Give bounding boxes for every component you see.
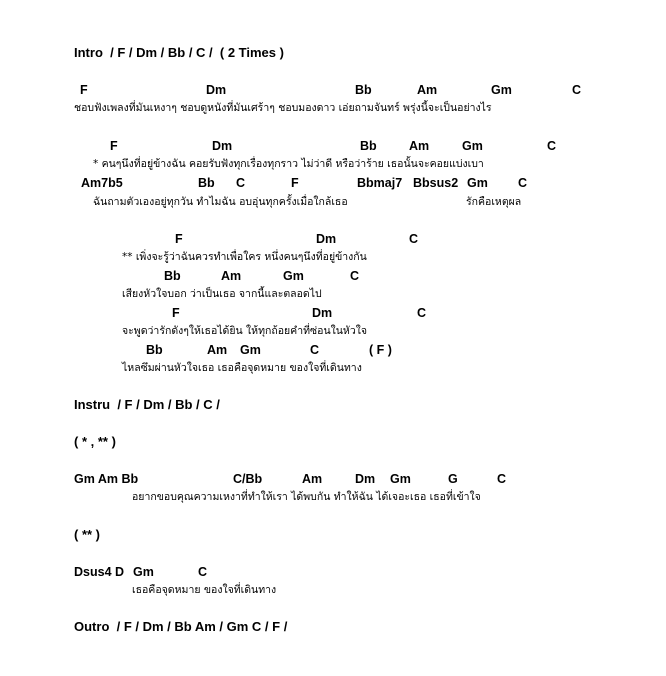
chord: Am: [207, 343, 228, 357]
chord: C: [518, 176, 528, 190]
chord: C: [417, 306, 427, 320]
chord: F: [291, 176, 299, 190]
chord: Bb: [146, 343, 163, 357]
chord: F: [172, 306, 180, 320]
verse1-lyric: ชอบฟังเพลงที่มันเหงาๆ ชอบดูหนังที่มันเศร้าๆ ชอบมองดาว เอ่ยถามจันทร์ พรุ่งนี้จะเป็นอย่างไร: [74, 102, 492, 114]
chord: Am: [221, 269, 242, 283]
verse2-lyric-line2-end: รักคือเหตุผล: [466, 196, 522, 208]
chord: Gm: [467, 176, 488, 190]
chord: Bb: [198, 176, 215, 190]
intro-line: Intro / F / Dm / Bb / C / ( 2 Times ): [74, 45, 284, 60]
instru-line: Instru / F / Dm / Bb / C /: [74, 397, 220, 412]
chord: G: [448, 472, 458, 486]
verse2-lyric-line1: * คนๆนึงที่อยู่ข้างฉัน คอยรับฟังทุกเรื่องทุกราว ไม่ว่าดี หรือว่าร้าย เธอนั้นจะคอยแบ่งเบา: [93, 158, 484, 170]
chord: Dm: [206, 83, 227, 97]
chord: ( F ): [369, 343, 392, 357]
chord: Bb: [360, 139, 377, 153]
chorus-lyric-line3: จะพูดว่ารักดังๆให้เธอได้ยิน ให้ทุกถ้อยคำที่ซ่อนในหัวใจ: [122, 325, 368, 337]
chord: C: [350, 269, 360, 283]
chord: Am7b5: [81, 176, 123, 190]
chorus-lyric-line1: ** เพิ่งจะรู้ว่าฉันควรทำเพื่อใคร หนึ่งคนๆนึงที่อยู่ข้างกัน: [122, 251, 367, 263]
chord: Bbsus2: [413, 176, 459, 190]
chord: C: [572, 83, 582, 97]
chorus-lyric-line2: เสียงหัวใจบอก ว่าเป็นเธอ จากนี้และตลอดไป: [122, 288, 322, 300]
repeat-marker: ( ** ): [74, 527, 100, 542]
chord: Gm: [491, 83, 512, 97]
chord: Dm: [312, 306, 333, 320]
chord: Am: [417, 83, 438, 97]
chord: Gm: [133, 565, 154, 579]
repeat-marker: ( * , ** ): [74, 434, 116, 449]
chord: Am: [302, 472, 323, 486]
chord: Dm: [316, 232, 337, 246]
outro-line: Outro / F / Dm / Bb Am / Gm C / F /: [74, 619, 288, 634]
ending-lyric: เธอคือจุดหมาย ของใจที่เดินทาง: [132, 584, 277, 596]
chord: Gm Am Bb: [74, 472, 139, 486]
chord: C: [198, 565, 208, 579]
chord: Gm: [283, 269, 304, 283]
chord: C: [236, 176, 246, 190]
chord: Dsus4 D: [74, 565, 125, 579]
chorus-lyric-line4: ไหลซึมผ่านหัวใจเธอ เธอคือจุดหมาย ของใจที่เดินทาง: [122, 362, 362, 374]
chord: Gm: [390, 472, 411, 486]
chord: Gm: [240, 343, 261, 357]
chord: C: [310, 343, 320, 357]
chord: C/Bb: [233, 472, 263, 486]
chord: C: [497, 472, 507, 486]
chord: Gm: [462, 139, 483, 153]
chord: F: [175, 232, 183, 246]
chord: C: [409, 232, 419, 246]
chord: F: [110, 139, 118, 153]
bridge-lyric: อยากขอบคุณความเหงาที่ทำให้เรา ได้พบกัน ทำให้ฉัน ได้เจอะเธอ เธอที่เข้าใจ: [132, 491, 481, 503]
verse2-lyric-line2: ฉันถามตัวเองอยู่ทุกวัน ทำไมฉัน อบอุ่นทุกครั้งเมื่อใกล้เธอ: [93, 196, 348, 208]
chord: Bb: [164, 269, 181, 283]
chord: C: [547, 139, 557, 153]
chord: Dm: [212, 139, 233, 153]
chord: Bb: [355, 83, 372, 97]
chord: Dm: [355, 472, 376, 486]
chord: Bbmaj7: [357, 176, 403, 190]
chord: F: [80, 83, 88, 97]
chord: Am: [409, 139, 430, 153]
